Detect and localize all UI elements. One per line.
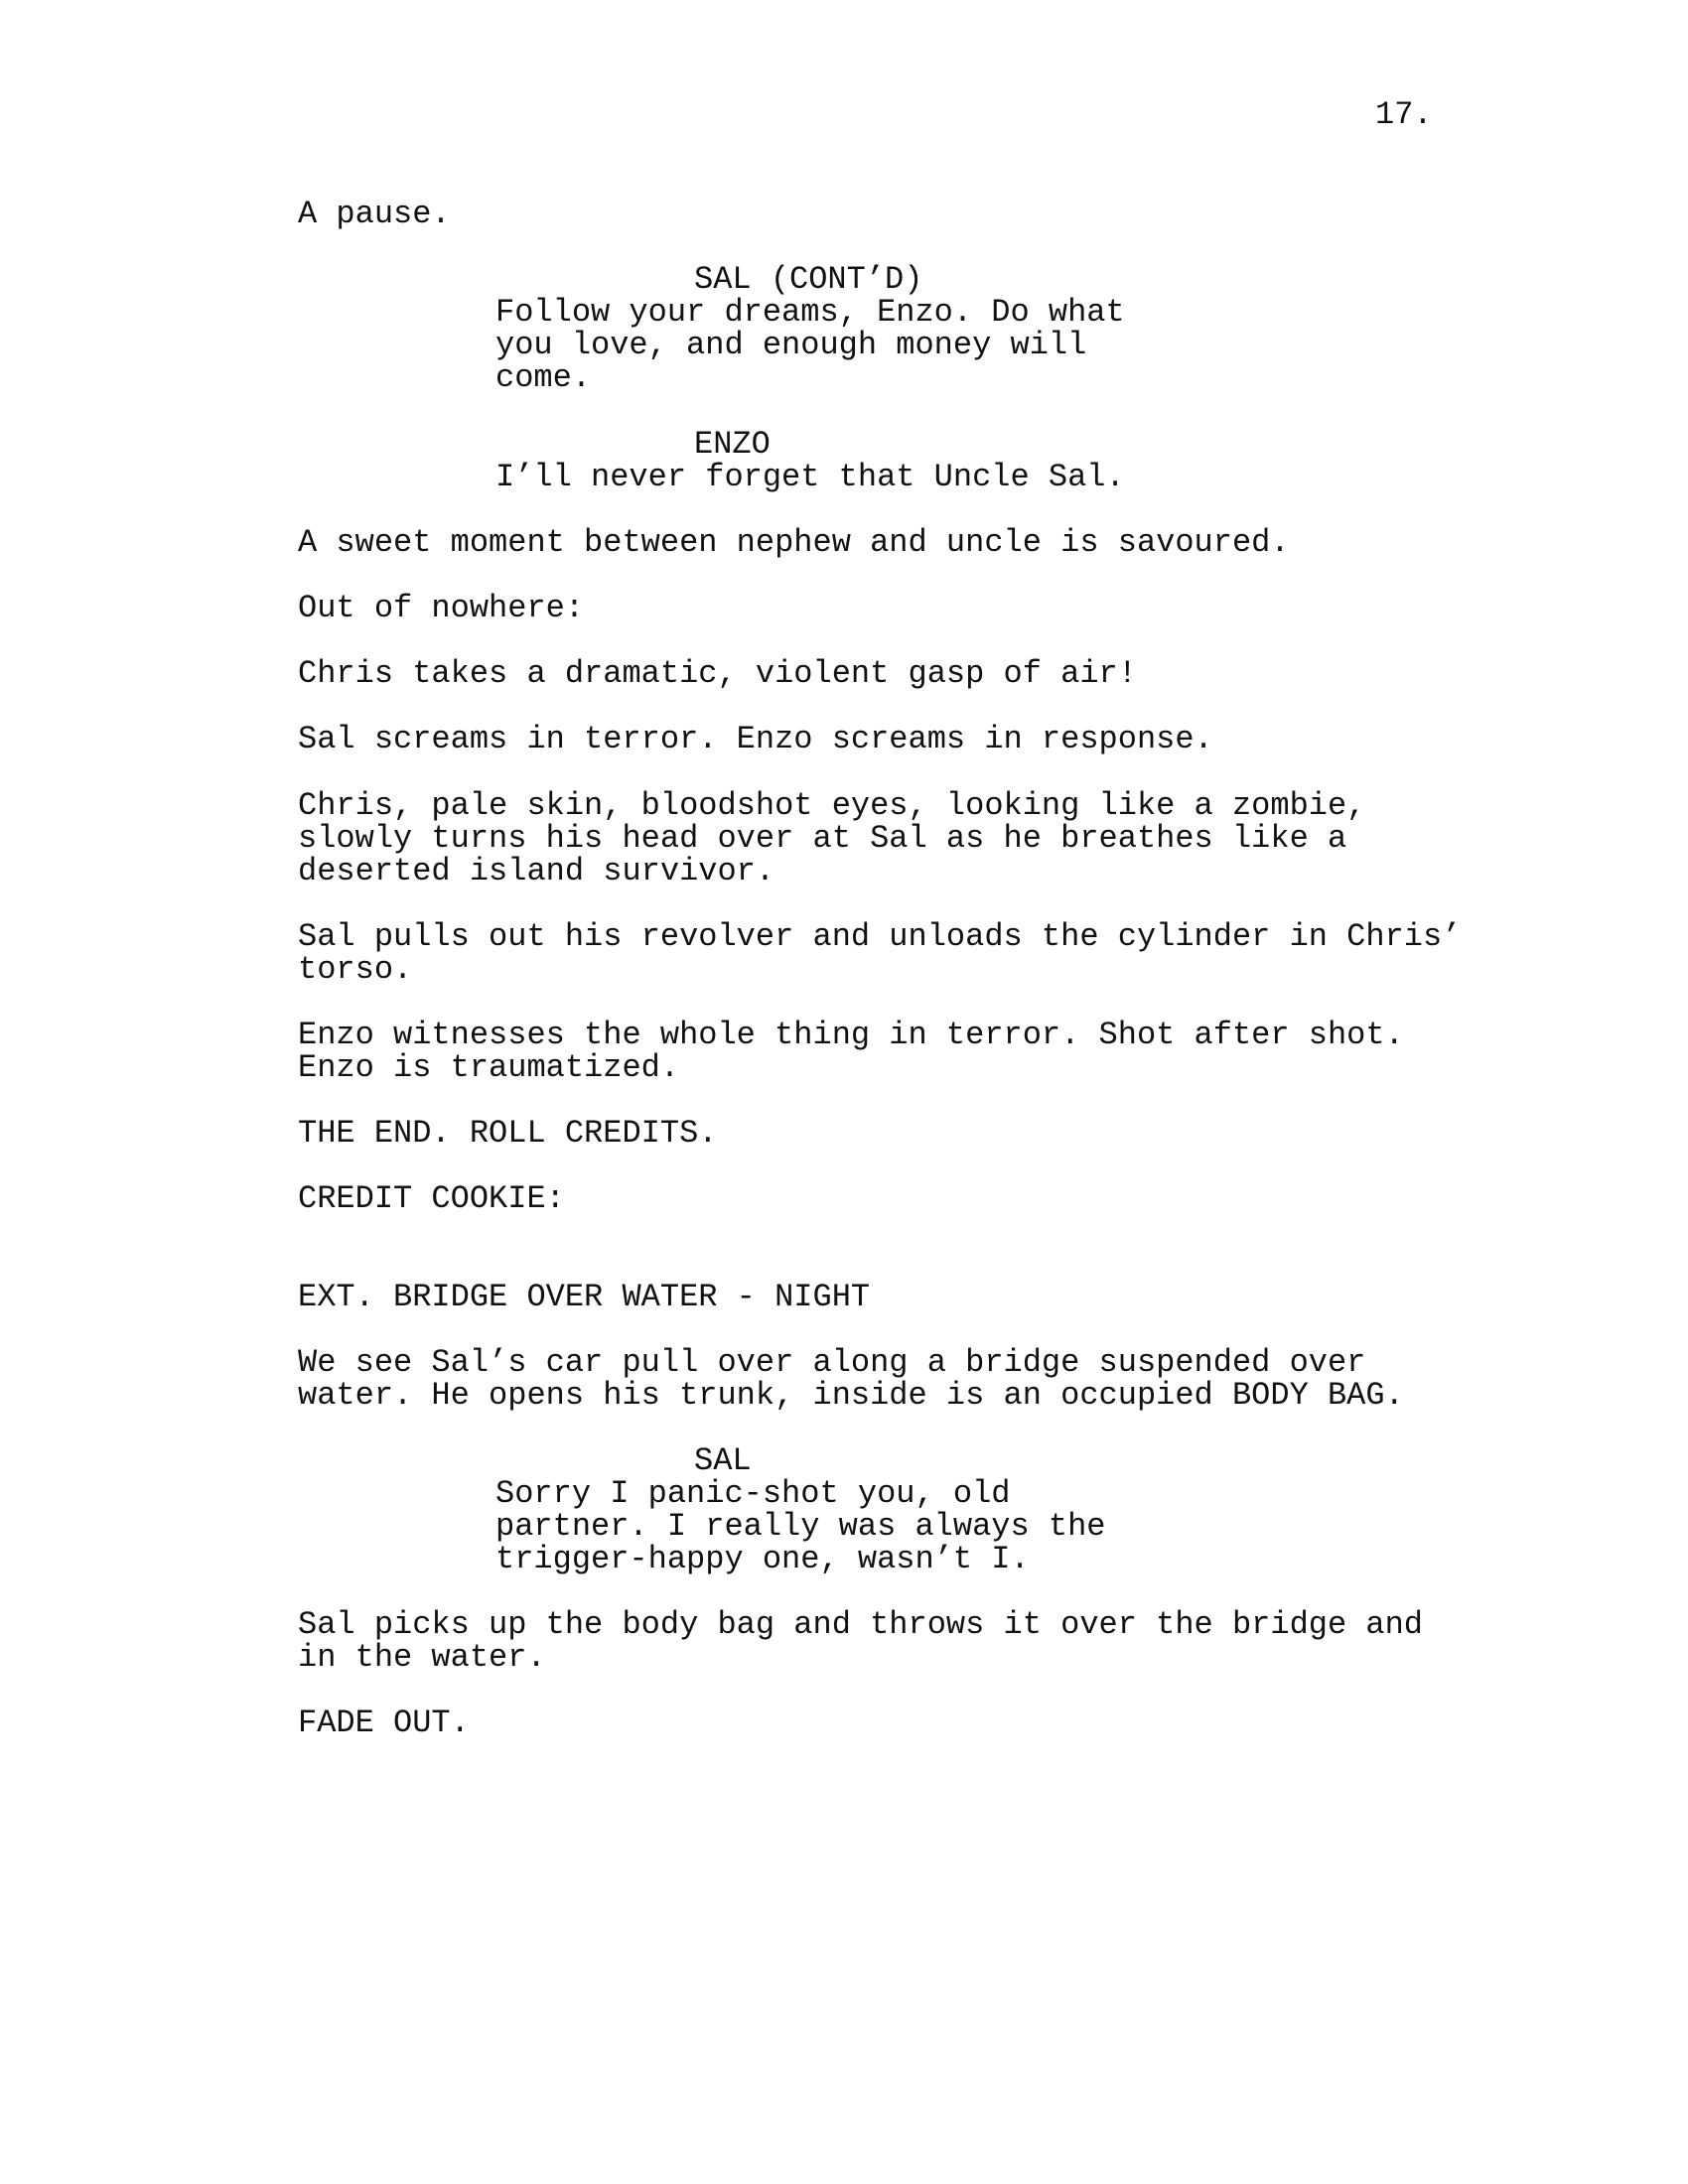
dialogue-line: Follow your dreams, Enzo. Do what (495, 294, 1125, 331)
dialogue-line: you love, and enough money will (495, 327, 1087, 363)
action-line: torso. (298, 951, 413, 988)
action-line: deserted island survivor. (298, 853, 775, 889)
action-line: Chris, pale skin, bloodshot eyes, looking like a zombie, (298, 787, 1366, 824)
action-line: CREDIT COOKIE: (298, 1180, 565, 1217)
action-line: in the water. (298, 1639, 546, 1676)
action-line: A sweet moment between nephew and uncle is savoured. (298, 524, 1290, 561)
action-line: Chris takes a dramatic, violent gasp of air! (298, 655, 1137, 692)
action-line: A pause. (298, 196, 451, 232)
action-line: Sal picks up the body bag and throws it over the bridge and (298, 1606, 1423, 1643)
dialogue-line: partner. I really was always the (495, 1508, 1106, 1545)
character-name: SAL (694, 1442, 752, 1479)
action-line: Sal screams in terror. Enzo screams in response. (298, 721, 1213, 757)
action-line: Enzo witnesses the whole thing in terror. Shot after shot. (298, 1017, 1404, 1053)
transition: FADE OUT. (298, 1705, 470, 1741)
action-line: water. He opens his trunk, inside is an occupied BODY BAG. (298, 1377, 1404, 1414)
page-number: 17. (1375, 96, 1433, 133)
action-line: Enzo is traumatized. (298, 1049, 680, 1086)
character-name: SAL (CONT’D) (694, 261, 923, 298)
dialogue-line: trigger-happy one, wasn’t I. (495, 1541, 1030, 1577)
action-line: Out of nowhere: (298, 590, 585, 626)
action-line: THE END. ROLL CREDITS. (298, 1115, 718, 1152)
dialogue-line: I’ll never forget that Uncle Sal. (495, 459, 1125, 495)
dialogue-line: Sorry I panic-shot you, old (495, 1475, 1011, 1512)
action-line: We see Sal’s car pull over along a bridge suspended over (298, 1344, 1366, 1381)
character-name: ENZO (694, 426, 771, 463)
action-line: Sal pulls out his revolver and unloads the cylinder in Chris’ (298, 918, 1462, 955)
scene-heading: EXT. BRIDGE OVER WATER - NIGHT (298, 1279, 871, 1315)
action-line: slowly turns his head over at Sal as he breathes like a (298, 820, 1347, 857)
dialogue-line: come. (495, 359, 592, 396)
